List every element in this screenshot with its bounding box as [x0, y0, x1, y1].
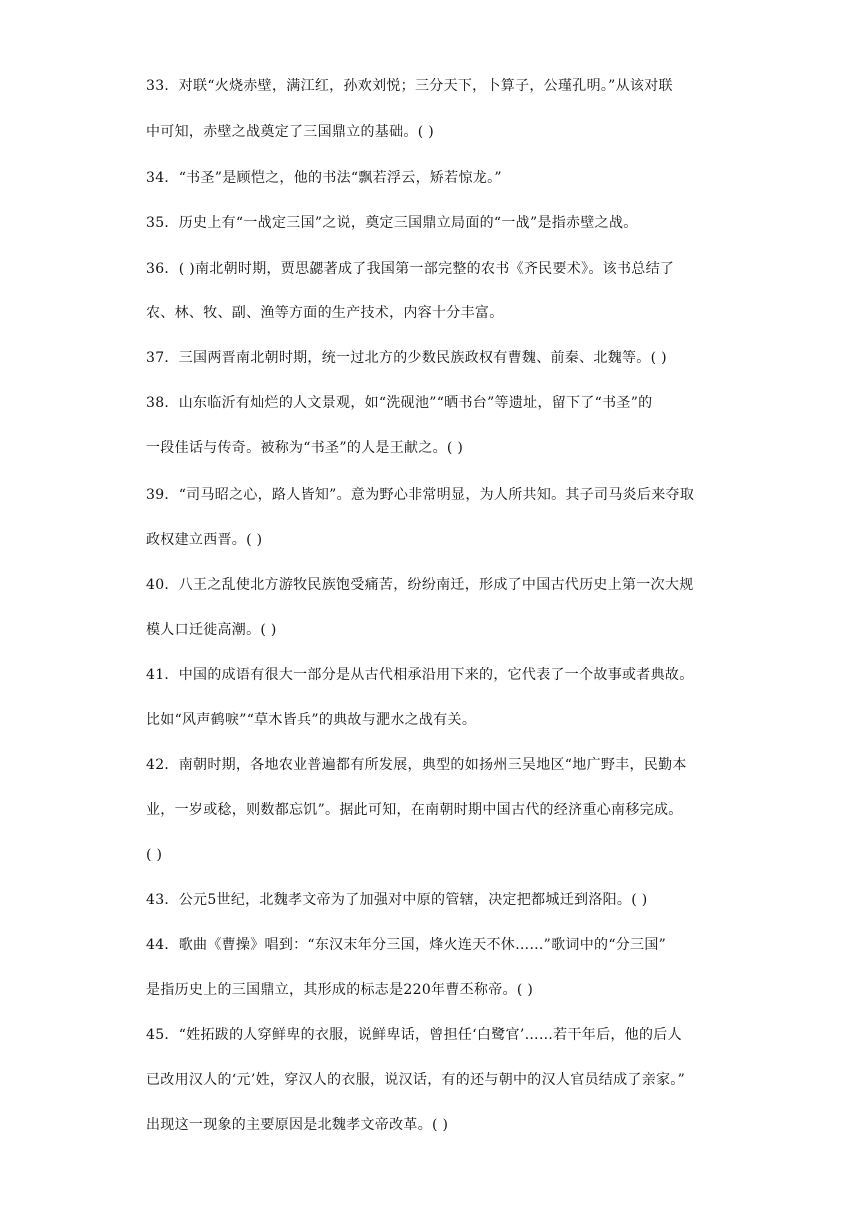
- q45-line-2: 已改用汉人的‘元’姓，穿汉人的衣服，说汉话，有的还与朝中的汉人官员结成了亲家。”: [146, 1072, 686, 1088]
- q41-line-1: 41．中国的成语有很大一部分是从古代相承沿用下来的，它代表了一个故事或者典故。: [146, 667, 694, 683]
- q41-line-2: 比如“风声鹤唳”“草木皆兵”的典故与淝水之战有关。: [146, 712, 477, 728]
- q39-line-1: 39．“司马昭之心，路人皆知”。意为野心非常明显，为人所共知。其子司马炎后来夺取: [146, 487, 695, 503]
- q45-line-3: 出现这一现象的主要原因是北魏孝文帝改革。( ): [146, 1117, 449, 1133]
- q33-line-1: 33．对联“火烧赤壁，满江红，孙欢刘悦；三分天下，卜算子，公瑾孔明。”从该对联: [146, 78, 673, 94]
- q40-line-2: 模人口迁徙高潮。( ): [146, 622, 277, 638]
- q34-line-1: 34．“书圣”是顾恺之，他的书法“飘若浮云，矫若惊龙。”: [146, 170, 502, 186]
- q45-line-1: 45．“姓拓跋的人穿鲜卑的衣服，说鲜卑话，曾担任‘白鹭官’……若干年后，他的后人: [146, 1027, 682, 1043]
- q43-line-1: 43．公元5世纪，北魏孝文帝为了加强对中原的管辖，决定把都城迁到洛阳。( ): [146, 892, 648, 908]
- q39-line-2: 政权建立西晋。( ): [146, 532, 263, 548]
- q33-line-2: 中可知，赤壁之战奠定了三国鼎立的基础。( ): [146, 124, 434, 140]
- q42-line-1: 42．南朝时期，各地农业普遍都有所发展，典型的如扬州三吴地区“地广野丰，民勤本: [146, 757, 687, 773]
- q42-line-2: 业，一岁或稔，则数都忘饥”。据此可知，在南朝时期中国古代的经济重心南移完成。: [146, 802, 683, 818]
- q36-line-1: 36．( )南北朝时期，贾思勰著成了我国第一部完整的农书《齐民要术》。该书总结了: [146, 261, 675, 277]
- q38-line-2: 一段佳话与传奇。被称为“书圣”的人是王献之。( ): [146, 440, 464, 456]
- q36-line-2: 农、林、牧、副、渔等方面的生产技术，内容十分丰富。: [146, 305, 504, 321]
- q42-line-3: ( ): [146, 847, 163, 863]
- q44-line-1: 44．歌曲《曹操》唱到：“东汉末年分三国，烽火连天不休……”歌词中的“分三国”: [146, 937, 667, 953]
- q38-line-1: 38．山东临沂有灿烂的人文景观，如“洗砚池”“晒书台”等遗址，留下了“书圣”的: [146, 395, 653, 411]
- q40-line-1: 40．八王之乱使北方游牧民族饱受痛苦，纷纷南迁，形成了中国古代历史上第一次大规: [146, 577, 694, 593]
- q35-line-1: 35．历史上有“一战定三国”之说，奠定三国鼎立局面的“一战”是指赤壁之战。: [146, 215, 638, 231]
- q44-line-2: 是指历史上的三国鼎立，其形成的标志是220年曹丕称帝。( ): [146, 982, 534, 998]
- q37-line-1: 37．三国两晋南北朝时期，统一过北方的少数民族政权有曹魏、前秦、北魏等。( ): [146, 350, 667, 366]
